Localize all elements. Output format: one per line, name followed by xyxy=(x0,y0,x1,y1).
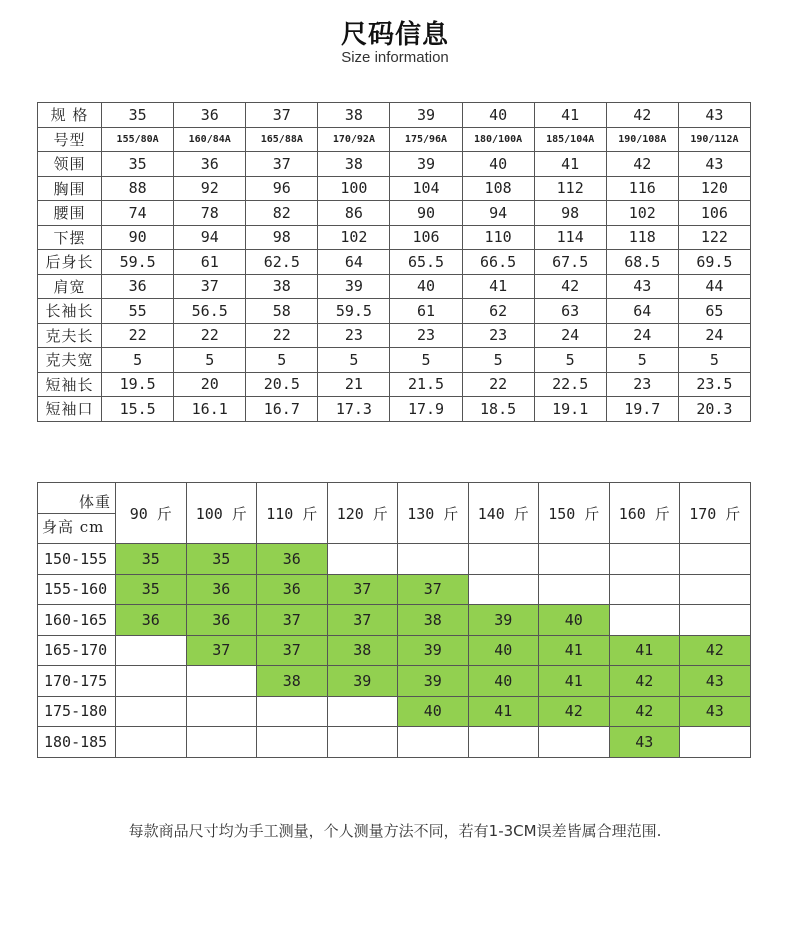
size-cell: 42 xyxy=(606,103,678,128)
size-cell: 120 xyxy=(678,176,750,201)
height-range-label: 150-155 xyxy=(38,544,116,575)
size-row xyxy=(38,274,751,299)
size-cell: 17.9 xyxy=(390,397,462,422)
size-cell: 37 xyxy=(246,103,318,128)
recommended-size-cell: 42 xyxy=(680,635,751,666)
size-row-label: 后身长 xyxy=(38,250,102,275)
size-row-label: 领围 xyxy=(38,152,102,177)
size-cell: 110 xyxy=(462,225,534,250)
size-cell: 82 xyxy=(246,201,318,226)
size-cell: 37 xyxy=(246,152,318,177)
recommended-size-cell xyxy=(468,544,539,575)
size-cell: 39 xyxy=(390,152,462,177)
recommended-size-cell xyxy=(327,696,398,727)
size-cell: 20.3 xyxy=(678,397,750,422)
size-cell: 23 xyxy=(318,323,390,348)
size-cell: 40 xyxy=(462,152,534,177)
size-cell: 38 xyxy=(318,103,390,128)
size-cell: 94 xyxy=(462,201,534,226)
size-cell: 5 xyxy=(462,348,534,373)
size-cell: 155/80A xyxy=(102,127,174,152)
recommended-size-cell xyxy=(327,544,398,575)
height-range-label: 175-180 xyxy=(38,696,116,727)
size-row xyxy=(38,372,751,397)
recommended-size-cell xyxy=(186,727,257,758)
size-row-label: 克夫长 xyxy=(38,323,102,348)
size-cell: 64 xyxy=(318,250,390,275)
recommended-size-cell xyxy=(468,727,539,758)
size-cell: 122 xyxy=(678,225,750,250)
size-cell: 100 xyxy=(318,176,390,201)
recommended-size-cell: 40 xyxy=(468,666,539,697)
size-cell: 22 xyxy=(462,372,534,397)
size-cell: 106 xyxy=(678,201,750,226)
recommended-size-cell: 42 xyxy=(609,666,680,697)
size-cell: 67.5 xyxy=(534,250,606,275)
size-row xyxy=(38,176,751,201)
size-cell: 74 xyxy=(102,201,174,226)
recommended-size-cell: 36 xyxy=(186,605,257,636)
size-cell: 36 xyxy=(174,152,246,177)
recommended-size-cell: 37 xyxy=(257,605,328,636)
size-cell: 38 xyxy=(318,152,390,177)
size-cell: 37 xyxy=(174,274,246,299)
size-cell: 90 xyxy=(102,225,174,250)
size-cell: 68.5 xyxy=(606,250,678,275)
size-cell: 58 xyxy=(246,299,318,324)
recommended-size-cell xyxy=(680,544,751,575)
size-row xyxy=(38,127,751,152)
size-cell: 102 xyxy=(318,225,390,250)
rec-row xyxy=(38,727,751,758)
size-cell: 16.7 xyxy=(246,397,318,422)
size-cell: 17.3 xyxy=(318,397,390,422)
recommended-size-cell xyxy=(116,666,187,697)
recommended-size-cell: 35 xyxy=(116,544,187,575)
weight-header: 150 斤 xyxy=(539,483,610,544)
size-cell: 190/108A xyxy=(606,127,678,152)
weight-header: 90 斤 xyxy=(116,483,187,544)
recommended-size-cell xyxy=(539,727,610,758)
recommended-size-cell: 38 xyxy=(327,635,398,666)
size-row xyxy=(38,397,751,422)
size-row-label: 胸围 xyxy=(38,176,102,201)
rec-corner-cell xyxy=(38,483,116,544)
recommended-size-cell: 42 xyxy=(609,696,680,727)
recommended-size-cell xyxy=(609,574,680,605)
recommended-size-cell xyxy=(398,727,469,758)
weight-header: 100 斤 xyxy=(186,483,257,544)
size-row xyxy=(38,299,751,324)
recommended-size-cell: 38 xyxy=(257,666,328,697)
size-cell: 35 xyxy=(102,103,174,128)
size-cell: 23.5 xyxy=(678,372,750,397)
recommended-size-cell xyxy=(327,727,398,758)
size-cell: 185/104A xyxy=(534,127,606,152)
size-cell: 104 xyxy=(390,176,462,201)
recommended-size-cell xyxy=(257,696,328,727)
size-cell: 41 xyxy=(534,152,606,177)
size-cell: 66.5 xyxy=(462,250,534,275)
recommended-size-cell: 43 xyxy=(609,727,680,758)
size-row xyxy=(38,103,751,128)
size-row-label: 短袖长 xyxy=(38,372,102,397)
size-row-label: 号型 xyxy=(38,127,102,152)
height-range-label: 160-165 xyxy=(38,605,116,636)
recommended-size-cell xyxy=(186,666,257,697)
recommended-size-cell xyxy=(116,727,187,758)
weight-header: 110 斤 xyxy=(257,483,328,544)
size-cell: 19.5 xyxy=(102,372,174,397)
size-row xyxy=(38,348,751,373)
recommended-size-cell xyxy=(539,574,610,605)
size-cell: 41 xyxy=(534,103,606,128)
recommended-size-cell: 39 xyxy=(398,666,469,697)
recommended-size-cell: 39 xyxy=(398,635,469,666)
size-cell: 16.1 xyxy=(174,397,246,422)
size-cell: 20 xyxy=(174,372,246,397)
recommended-size-cell: 37 xyxy=(186,635,257,666)
size-cell: 21.5 xyxy=(390,372,462,397)
size-cell: 69.5 xyxy=(678,250,750,275)
recommended-size-cell xyxy=(257,727,328,758)
size-recommendation-table xyxy=(37,482,751,758)
recommended-size-cell xyxy=(680,727,751,758)
size-cell: 23 xyxy=(606,372,678,397)
recommended-size-cell xyxy=(116,696,187,727)
weight-header: 130 斤 xyxy=(398,483,469,544)
size-row-label: 克夫宽 xyxy=(38,348,102,373)
size-cell: 35 xyxy=(102,152,174,177)
recommended-size-cell: 39 xyxy=(327,666,398,697)
weight-header: 170 斤 xyxy=(680,483,751,544)
size-cell: 19.1 xyxy=(534,397,606,422)
recommended-size-cell xyxy=(468,574,539,605)
size-row xyxy=(38,225,751,250)
size-cell: 112 xyxy=(534,176,606,201)
size-cell: 86 xyxy=(318,201,390,226)
size-cell: 98 xyxy=(246,225,318,250)
size-cell: 22 xyxy=(102,323,174,348)
size-cell: 24 xyxy=(606,323,678,348)
size-cell: 116 xyxy=(606,176,678,201)
size-cell: 5 xyxy=(318,348,390,373)
recommended-size-cell xyxy=(186,696,257,727)
recommended-size-cell: 42 xyxy=(539,696,610,727)
size-cell: 96 xyxy=(246,176,318,201)
weight-header: 120 斤 xyxy=(327,483,398,544)
size-cell: 5 xyxy=(606,348,678,373)
size-cell: 5 xyxy=(678,348,750,373)
size-row xyxy=(38,323,751,348)
size-cell: 170/92A xyxy=(318,127,390,152)
size-cell: 43 xyxy=(606,274,678,299)
size-cell: 18.5 xyxy=(462,397,534,422)
recommended-size-cell: 41 xyxy=(609,635,680,666)
recommended-size-cell: 40 xyxy=(398,696,469,727)
size-cell: 90 xyxy=(390,201,462,226)
recommended-size-cell: 40 xyxy=(539,605,610,636)
size-cell: 40 xyxy=(390,274,462,299)
size-cell: 5 xyxy=(102,348,174,373)
size-cell: 5 xyxy=(174,348,246,373)
size-table xyxy=(37,102,751,422)
recommended-size-cell: 36 xyxy=(257,544,328,575)
recommended-size-cell: 41 xyxy=(468,696,539,727)
size-cell: 22 xyxy=(246,323,318,348)
size-cell: 64 xyxy=(606,299,678,324)
size-cell: 38 xyxy=(246,274,318,299)
rec-header-row xyxy=(38,483,751,544)
rec-row xyxy=(38,574,751,605)
size-cell: 43 xyxy=(678,103,750,128)
size-cell: 63 xyxy=(534,299,606,324)
size-cell: 40 xyxy=(462,103,534,128)
size-row xyxy=(38,250,751,275)
size-cell: 62.5 xyxy=(246,250,318,275)
size-cell: 62 xyxy=(462,299,534,324)
size-cell: 65 xyxy=(678,299,750,324)
size-cell: 108 xyxy=(462,176,534,201)
size-cell: 59.5 xyxy=(318,299,390,324)
recommended-size-cell: 43 xyxy=(680,666,751,697)
weight-header: 160 斤 xyxy=(609,483,680,544)
size-cell: 5 xyxy=(534,348,606,373)
size-cell: 39 xyxy=(390,103,462,128)
weight-header: 140 斤 xyxy=(468,483,539,544)
size-cell: 160/84A xyxy=(174,127,246,152)
rec-row xyxy=(38,696,751,727)
recommended-size-cell: 37 xyxy=(257,635,328,666)
recommended-size-cell: 37 xyxy=(398,574,469,605)
size-cell: 22 xyxy=(174,323,246,348)
recommended-size-cell: 37 xyxy=(327,574,398,605)
size-cell: 24 xyxy=(534,323,606,348)
size-cell: 65.5 xyxy=(390,250,462,275)
size-cell: 5 xyxy=(390,348,462,373)
size-cell: 5 xyxy=(246,348,318,373)
size-cell: 22.5 xyxy=(534,372,606,397)
size-cell: 102 xyxy=(606,201,678,226)
recommended-size-cell: 41 xyxy=(539,666,610,697)
size-cell: 59.5 xyxy=(102,250,174,275)
recommended-size-cell xyxy=(539,544,610,575)
rec-row xyxy=(38,605,751,636)
size-cell: 106 xyxy=(390,225,462,250)
size-row-label: 腰围 xyxy=(38,201,102,226)
recommended-size-cell xyxy=(680,574,751,605)
size-cell: 21 xyxy=(318,372,390,397)
size-cell: 175/96A xyxy=(390,127,462,152)
height-range-label: 170-175 xyxy=(38,666,116,697)
size-cell: 42 xyxy=(606,152,678,177)
recommended-size-cell: 36 xyxy=(116,605,187,636)
size-cell: 44 xyxy=(678,274,750,299)
size-cell: 24 xyxy=(678,323,750,348)
size-cell: 42 xyxy=(534,274,606,299)
recommended-size-cell: 37 xyxy=(327,605,398,636)
measurement-note: 每款商品尺寸均为手工测量，个人测量方法不同，若有1-3CM误差皆属合理范围. xyxy=(128,822,662,840)
size-cell: 61 xyxy=(390,299,462,324)
corner-divider xyxy=(38,513,115,514)
size-row xyxy=(38,152,751,177)
size-cell: 39 xyxy=(318,274,390,299)
recommended-size-cell: 38 xyxy=(398,605,469,636)
size-cell: 190/112A xyxy=(678,127,750,152)
size-cell: 56.5 xyxy=(174,299,246,324)
size-row-label: 规 格 xyxy=(38,103,102,128)
size-row xyxy=(38,201,751,226)
recommended-size-cell: 40 xyxy=(468,635,539,666)
size-cell: 92 xyxy=(174,176,246,201)
size-cell: 118 xyxy=(606,225,678,250)
page-subtitle: Size information xyxy=(341,49,449,66)
size-cell: 20.5 xyxy=(246,372,318,397)
height-range-label: 155-160 xyxy=(38,574,116,605)
size-cell: 15.5 xyxy=(102,397,174,422)
size-row-label: 下摆 xyxy=(38,225,102,250)
size-row-label: 短袖口 xyxy=(38,397,102,422)
size-cell: 61 xyxy=(174,250,246,275)
size-cell: 98 xyxy=(534,201,606,226)
size-cell: 88 xyxy=(102,176,174,201)
rec-row xyxy=(38,544,751,575)
weight-axis-label: 体重 xyxy=(78,493,111,511)
recommended-size-cell: 35 xyxy=(186,544,257,575)
size-cell: 94 xyxy=(174,225,246,250)
size-cell: 19.7 xyxy=(606,397,678,422)
recommended-size-cell xyxy=(680,605,751,636)
size-cell: 36 xyxy=(174,103,246,128)
rec-row xyxy=(38,666,751,697)
size-cell: 36 xyxy=(102,274,174,299)
size-cell: 165/88A xyxy=(246,127,318,152)
size-row-label: 长袖长 xyxy=(38,299,102,324)
size-cell: 55 xyxy=(102,299,174,324)
recommended-size-cell: 36 xyxy=(257,574,328,605)
recommended-size-cell: 41 xyxy=(539,635,610,666)
page-title: 尺码信息 xyxy=(340,20,449,50)
rec-row xyxy=(38,635,751,666)
size-cell: 78 xyxy=(174,201,246,226)
size-cell: 43 xyxy=(678,152,750,177)
recommended-size-cell: 43 xyxy=(680,696,751,727)
height-range-label: 165-170 xyxy=(38,635,116,666)
recommended-size-cell: 36 xyxy=(186,574,257,605)
recommended-size-cell xyxy=(398,544,469,575)
recommended-size-cell: 39 xyxy=(468,605,539,636)
size-cell: 23 xyxy=(390,323,462,348)
size-cell: 114 xyxy=(534,225,606,250)
recommended-size-cell xyxy=(116,635,187,666)
size-cell: 180/100A xyxy=(462,127,534,152)
recommended-size-cell: 35 xyxy=(116,574,187,605)
recommended-size-cell xyxy=(609,544,680,575)
height-range-label: 180-185 xyxy=(38,727,116,758)
size-row-label: 肩宽 xyxy=(38,274,102,299)
height-axis-label: 身高 cm xyxy=(42,518,105,536)
recommended-size-cell xyxy=(609,605,680,636)
size-cell: 23 xyxy=(462,323,534,348)
size-cell: 41 xyxy=(462,274,534,299)
